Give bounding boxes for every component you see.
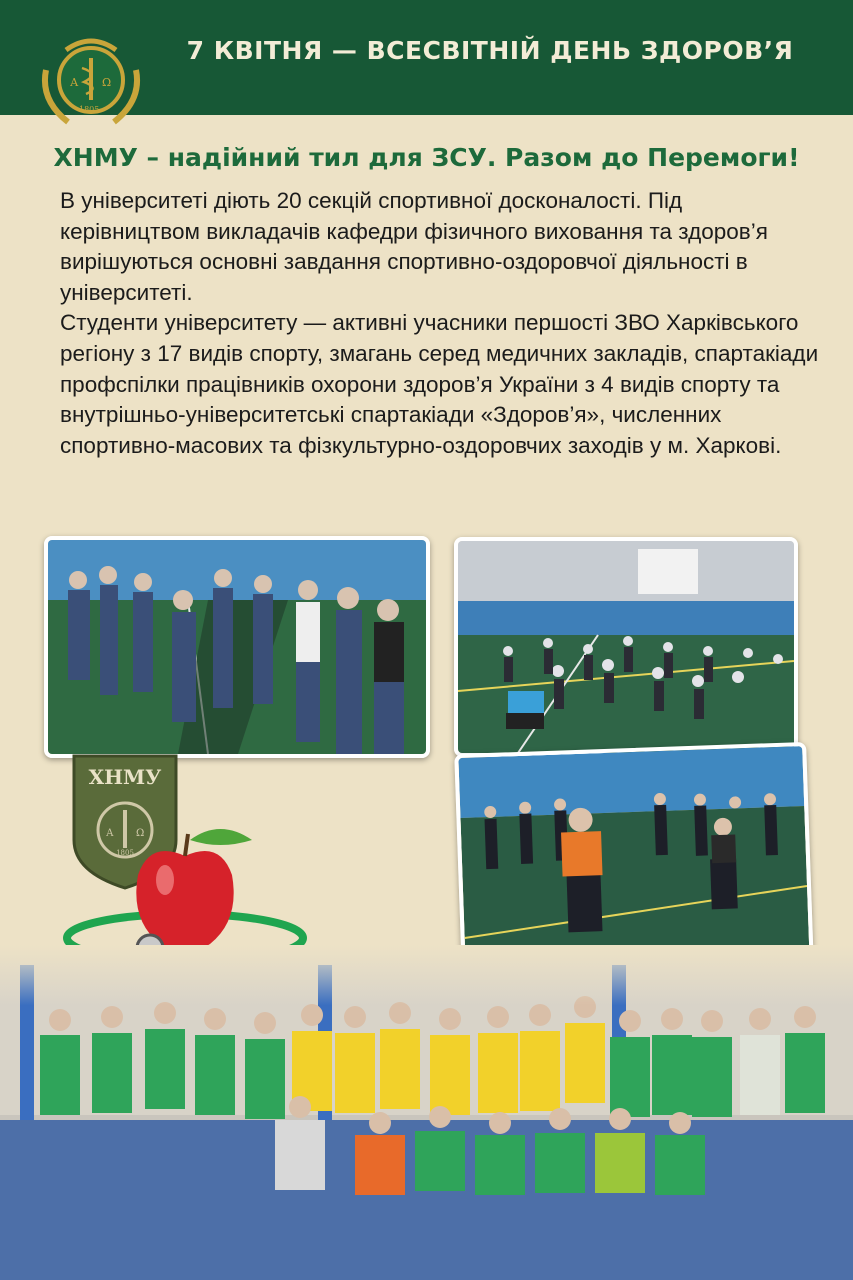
paragraph-sections: В університеті діють 20 секцій спортивної досконалості. Під керівництвом викладачів кафедри фізичного виховання та здоров’я вирішуються основні завдання спортивно-оздоровчої діяльності в університеті. [60, 188, 768, 305]
photo-tennis-students [44, 536, 430, 758]
photo-football-team [0, 945, 853, 1280]
photo-fitness-group [454, 742, 814, 976]
svg-text:Ω: Ω [102, 76, 112, 89]
svg-text:1805: 1805 [79, 105, 100, 114]
photo-aerobics-class [454, 537, 798, 757]
svg-text:А: А [70, 76, 79, 89]
svg-text:1805: 1805 [116, 849, 134, 857]
body-text [60, 186, 820, 461]
svg-text:Ω: Ω [136, 828, 145, 839]
page-title: 7 КВІТНЯ — ВСЕСВІТНІЙ ДЕНЬ ЗДОРОВ’Я [186, 36, 794, 65]
svg-text:А: А [106, 828, 114, 839]
paragraph-competitions: Студенти університету — активні учасники першості ЗВО Харківського регіону з 17 видів спорту, змагань серед медичних закладів, спартакіади профспілки працівників охорони здоров’я України з 4 видів спорту та внутрішньо-університетські спартакіади «Здоров’я», численних спортивно-масових та фізкультурно-оздоровчих заходів у м. Харкові. [60, 310, 819, 458]
university-emblem-icon [38, 30, 144, 132]
header-banner [0, 0, 853, 115]
svg-text:ХНМУ: ХНМУ [88, 765, 162, 789]
subtitle: ХНМУ – надійний тил для ЗСУ. Разом до Перемоги! [53, 143, 800, 172]
